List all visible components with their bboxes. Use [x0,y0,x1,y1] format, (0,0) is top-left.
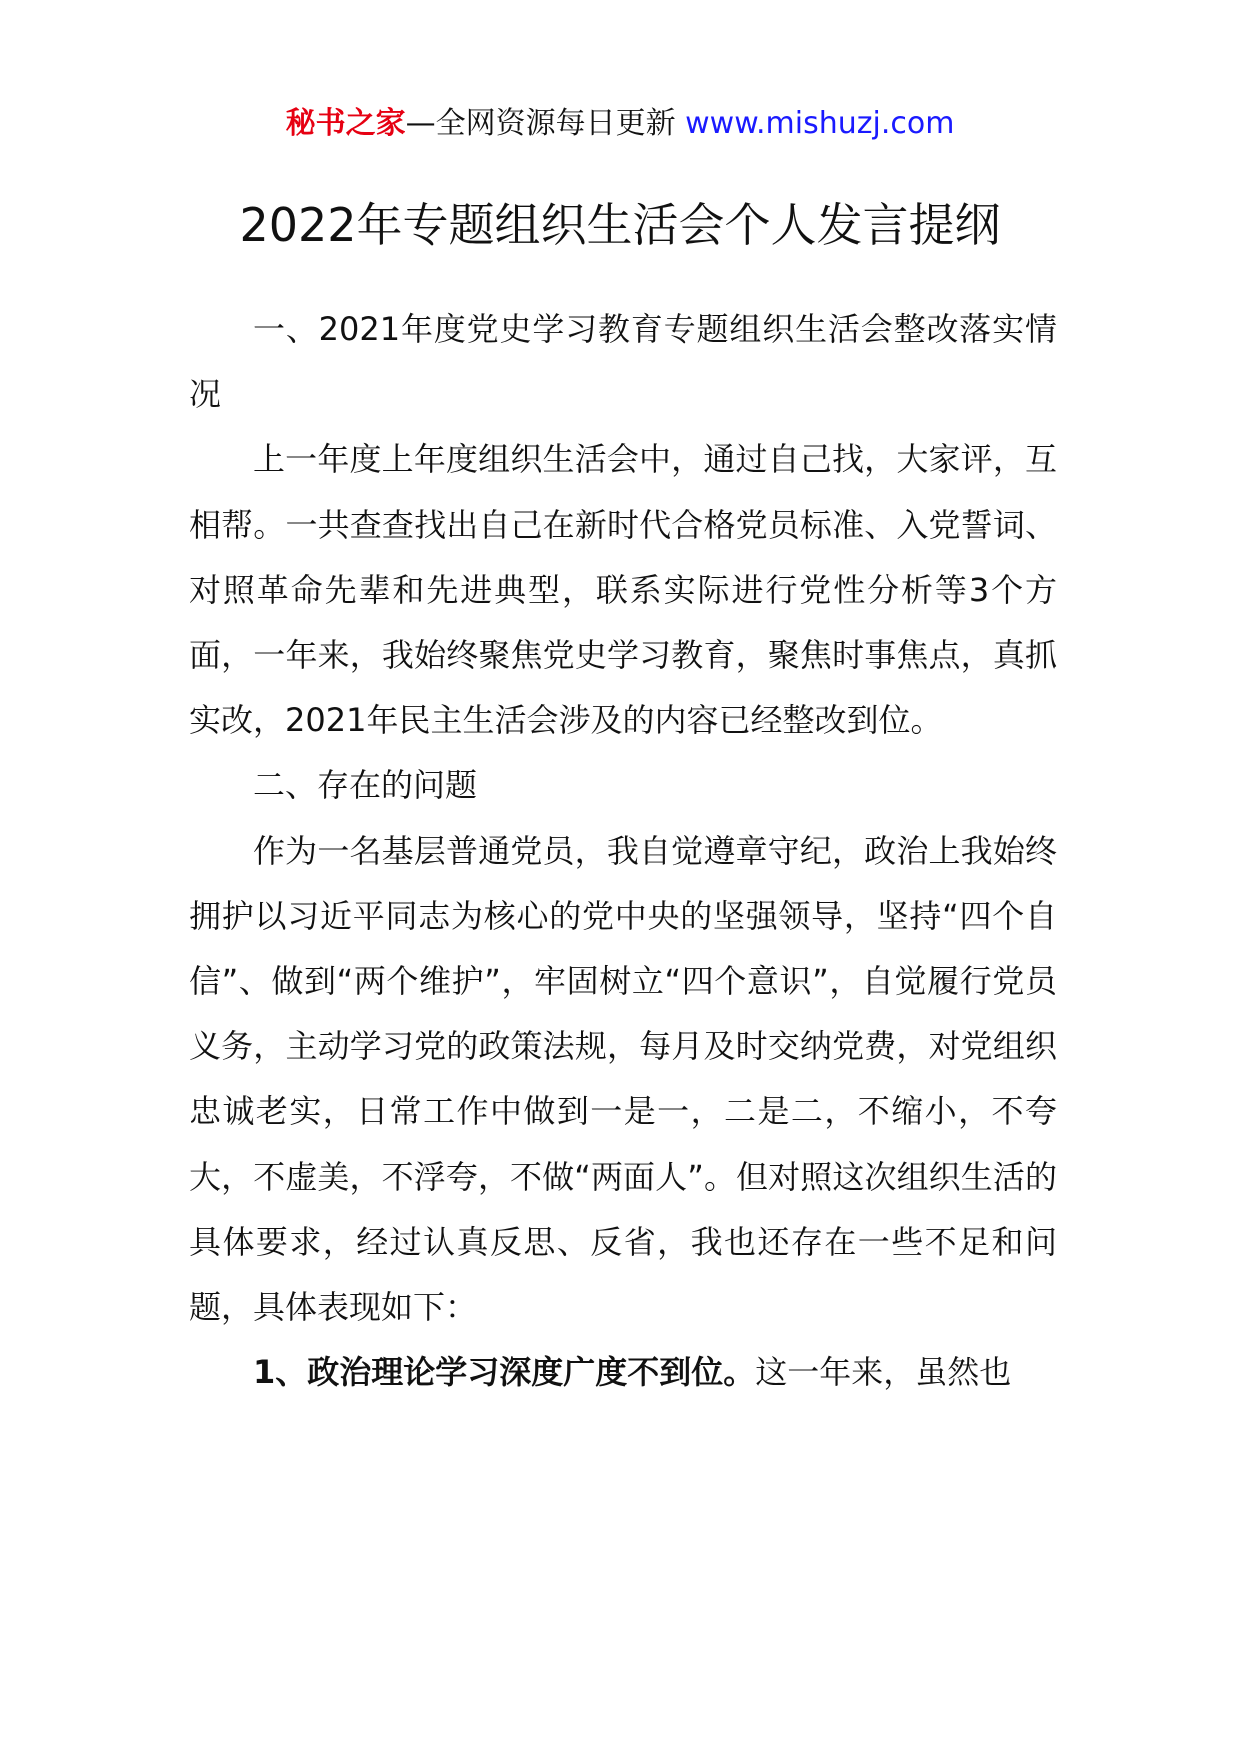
header-tagline: —全网资源每日更新 [405,106,686,141]
list-item-1 [189,1340,1057,1405]
document-body [189,297,1057,1405]
section-heading-2: 二、存在的问题 [253,766,478,805]
section-heading-1: 一、2021年度党史学习教育专题组织生活会整改落实情况 [189,310,1057,414]
site-url-link[interactable]: www.mishuzj.com [685,106,955,141]
paragraph-2: 作为一名基层普通党员，我自觉遵章守纪，政治上我始终拥护以习近平同志为核心的党中央的坚强领导，坚持“四个自信”、做到“两个维护”，牢固树立“四个意识”，自觉履行党员义务，主动学习党的政策法规，每月及时交纳党费，对党组织忠诚老实，日常工作中做到一是一，二是二，不缩小，不夸大，不虚美，不浮夸，不做“两面人”。但对照这次组织生活的具体要求，经过认真反思、反省，我也还存在一些不足和问题，具体表现如下： [189,831,1057,1327]
document-title: 2022年专题组织生活会个人发言提纲 [239,198,1001,252]
paragraph-1: 上一年度上年度组织生活会中，通过自己找，大家评，互相帮。一共查查找出自己在新时代合格党员标准、入党誓词、对照革命先辈和先进典型，联系实际进行党性分析等3个方面，一年来，我始终聚焦党史学习教育，聚焦时事焦点，真抓实改，2021年民主生活会涉及的内容已经整改到位。 [189,440,1057,740]
list-item-1-heading: 1、政治理论学习深度广度不到位。 [253,1353,756,1392]
list-item-1-text: 这一年来，虽然也 [755,1353,1012,1392]
site-header [0,104,1240,144]
brand-name: 秘书之家 [285,106,406,141]
